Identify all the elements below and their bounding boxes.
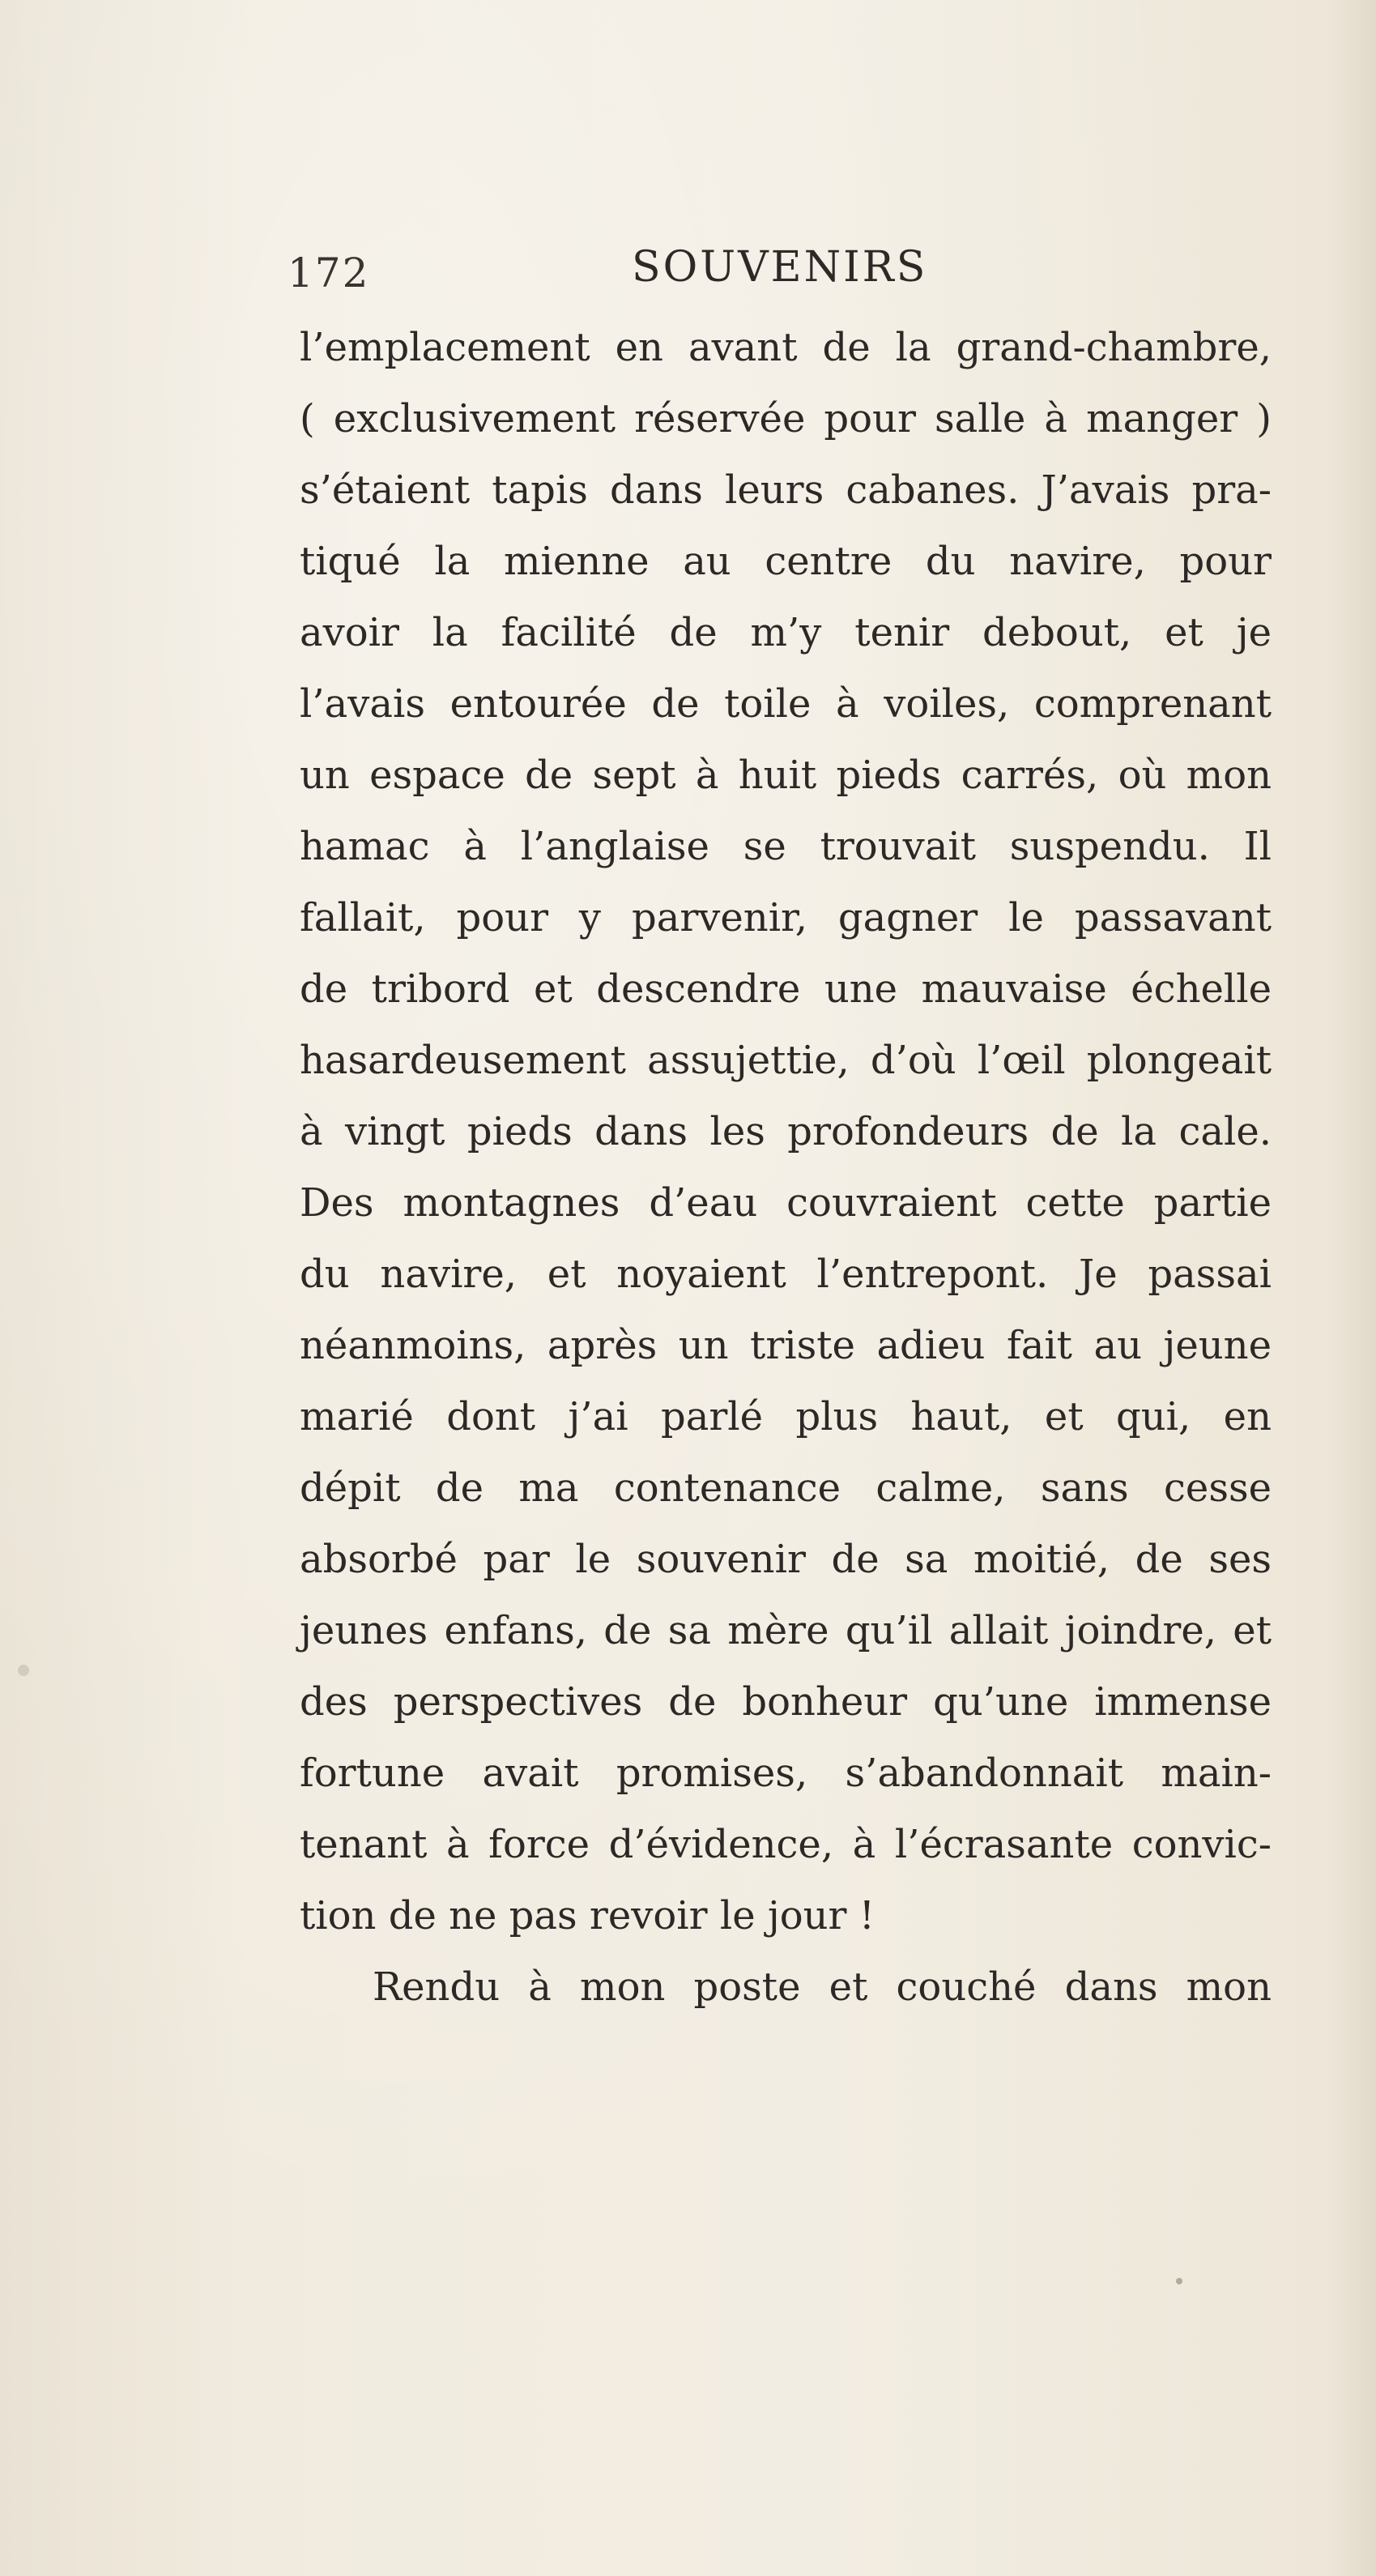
text-line: marié dont j’ai parlé plus haut, et qui, en <box>300 1394 1272 1439</box>
text-line: l’emplacement en avant de la grand-chambre, <box>300 325 1272 370</box>
text-line: avoir la facilité de m’y tenir debout, et je <box>300 610 1272 655</box>
paper-speck <box>18 1665 29 1676</box>
text-line: hasardeusement assujettie, d’où l’œil plongeait <box>300 1038 1272 1083</box>
text-line: jeunes enfans, de sa mère qu’il allait joindre, et <box>300 1608 1272 1653</box>
running-title: SOUVENIRS <box>632 243 928 292</box>
text-line: néanmoins, après un triste adieu fait au jeune <box>300 1323 1272 1368</box>
page-edge-shadow <box>1327 0 1376 2576</box>
paper-speck <box>1176 2278 1182 2284</box>
text-line: s’étaient tapis dans leurs cabanes. J’avais pra- <box>300 467 1272 513</box>
text-line: fallait, pour y parvenir, gagner le passavant <box>300 895 1272 940</box>
text-line: fortune avait promises, s’abandonnait main- <box>300 1751 1272 1796</box>
text-line: tion de ne pas revoir le jour ! <box>300 1893 875 1938</box>
text-line: dépit de ma contenance calme, sans cesse <box>300 1465 1272 1511</box>
text-line: à vingt pieds dans les profondeurs de la cale. <box>300 1109 1272 1154</box>
page-number: 172 <box>288 249 370 296</box>
text-line: hamac à l’anglaise se trouvait suspendu. Il <box>300 824 1272 869</box>
text-line: absorbé par le souvenir de sa moitié, de ses <box>300 1537 1272 1582</box>
text-line: tiqué la mienne au centre du navire, pour <box>300 539 1272 584</box>
text-line: Des montagnes d’eau couvraient cette partie <box>300 1180 1272 1226</box>
text-line: tenant à force d’évidence, à l’écrasante convic- <box>300 1822 1272 1867</box>
text-line: l’avais entourée de toile à voiles, comprenant <box>300 681 1272 727</box>
page-header <box>288 243 1259 308</box>
text-line: des perspectives de bonheur qu’une immense <box>300 1679 1272 1725</box>
text-line: ( exclusivement réservée pour salle à manger ) <box>300 396 1272 441</box>
text-line: du navire, et noyaient l’entrepont. Je passai <box>300 1252 1272 1297</box>
text-line: un espace de sept à huit pieds carrés, où mon <box>300 753 1272 798</box>
text-line: de tribord et descendre une mauvaise échelle <box>300 966 1272 1012</box>
paragraph-first-line: Rendu à mon poste et couché dans mon <box>373 1964 1272 2010</box>
